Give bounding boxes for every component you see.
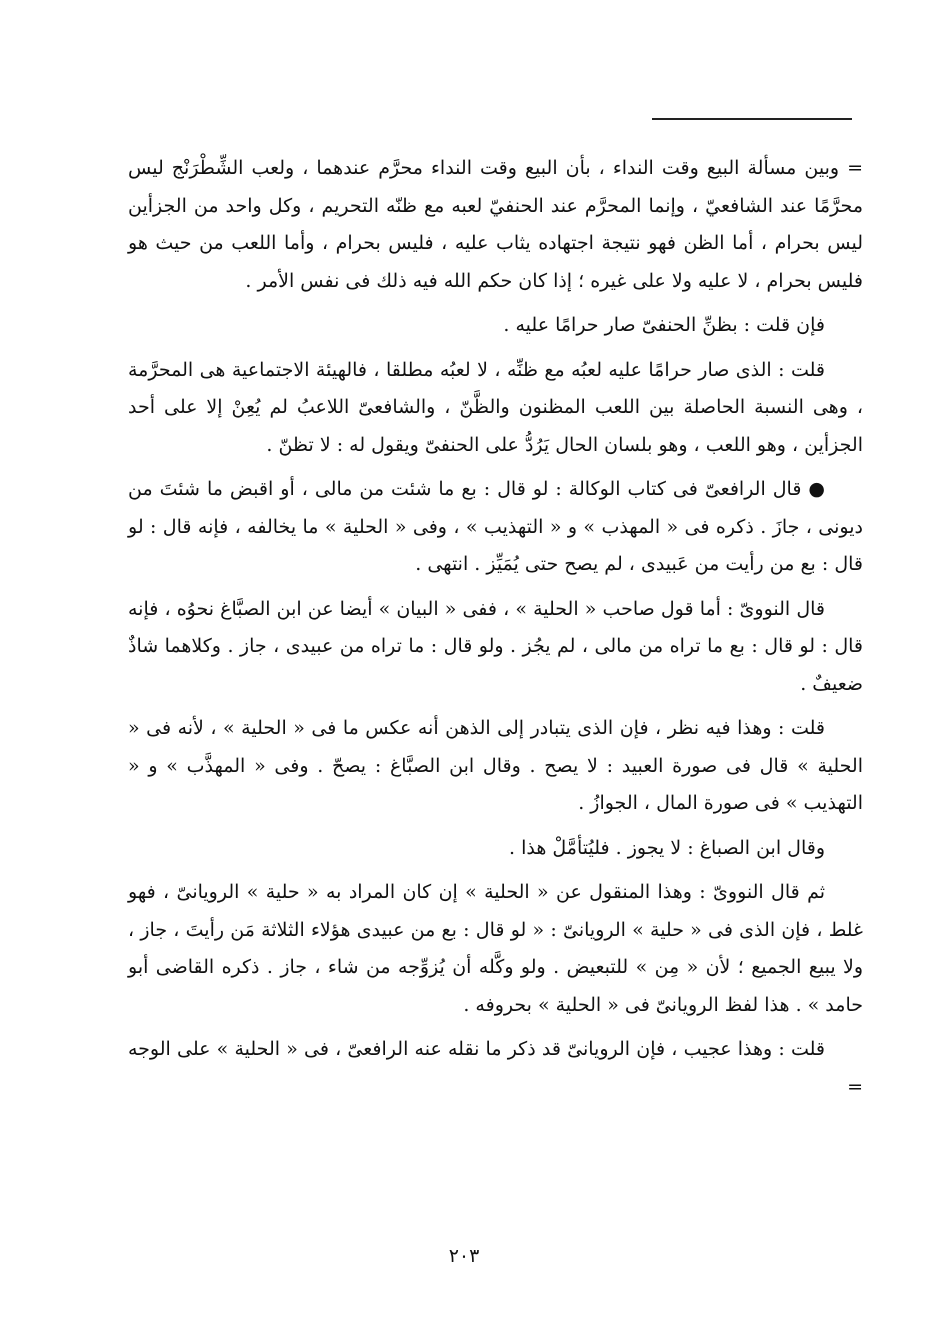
- paragraph-9: [128, 1031, 863, 1106]
- paragraph-text: فإن قلت : بظنِّ الحنفىّ صار حرامًا عليه .: [503, 314, 825, 336]
- top-rule-divider: [652, 118, 852, 120]
- paragraph-text: = وبين مسألة البيع وقت النداء ، بأن البيع وقت النداء محرَّم عندهما ، ولعب الشِّطْرَنْج ليس محرَّمًا عند الشافعيّ ، وإنما المحرَّم عند الحنفيّ لعبه مع ظنّه التحريم ، وكل واحد من الجزأين ليس بحرام ، أما الظن فهو نتيجة اجتهاده يثاب عليه ، فليس بحرام ، وأما اللعب من حيث هو فليس بحرام ، لا عليه ولا على غيره ؛ إذا كان حكم الله فيه ذلك فى نفس الأمر .: [128, 157, 863, 292]
- paragraph-5: [128, 591, 863, 704]
- paragraph-2: [128, 307, 863, 345]
- paragraph-1: [128, 150, 863, 300]
- paragraph-text: قلت : وهذا عجيب ، فإن الرويانىّ قد ذكر ما نقله عنه الرافعىّ ، فى « الحلية » على الوجه =: [128, 1038, 863, 1098]
- main-text: [128, 150, 863, 1113]
- paragraph-6: [128, 710, 863, 823]
- paragraph-text: ● قال الرافعىّ فى كتاب الوكالة : لو قال : بع ما شئت من مالى ، أو اقبض ما شئتَ من ديونى ، جازَ . ذكره فى « المهذب » و « التهذيب » ، وفى « الحلية » ما يخالفه ، فإنه قال : لو قال : بع من رأيت من عَبيدى ، لم يصح حتى يُمَيِّز . انتهى .: [128, 478, 863, 575]
- paragraph-3: [128, 352, 863, 465]
- page-number: ٢٠٣: [448, 1245, 480, 1267]
- paragraph-text: قال النووىّ : أما قول صاحب « الحلية » ، ففى « البيان » أيضا عن ابن الصبَّاغ نحوُه ، فإنه قال : لو قال : بع ما تراه من مالى ، لم يجُز . ولو قال : ما تراه من عبيدى ، جاز . وكلاهما شاذٌ ضعيفٌ .: [128, 597, 863, 695]
- paragraph-text: وقال ابن الصباغ : لا يجوز . فليُتأمَّلْ هذا .: [509, 836, 825, 859]
- paragraph-text: قلت : الذى صار حرامًا عليه لعبُه مع ظنِّه ، لا لعبُه مطلقا ، فالهيئة الاجتماعية هى المحرَّمة ، وهى النسبة الحاصلة بين اللعب المظنون والظَّنّ ، والشافعىّ اللاعبُ لم يُعِنْ إلا على أحد الجزأين ، وهو اللعب ، وهو بلسان الحال يَرُدُّ على الحنفىّ ويقول له : لا تظنّ .: [128, 358, 863, 456]
- paragraph-text: قلت : وهذا فيه نظر ، فإن الذى يتبادر إلى الذهن أنه عكس ما فى « الحلية » ، لأنه فى « الحلية » قال فى صورة العبيد : لا يصح . وقال ابن الصبَّاغ : يصحّ . وفى « المهذَّب » و « التهذيب » فى صورة المال ، الجوازُ .: [128, 717, 863, 814]
- paragraph-8: [128, 874, 863, 1024]
- paragraph-7: [128, 830, 863, 868]
- paragraph-text: ثم قال النووىّ : وهذا المنقول عن « الحلية » إن كان المراد به « حلية » الرويانىّ ، فهو غلط ، فإن الذى فى « حلية » الرويانىّ : « لو قال : بع من عبيدى هؤلاء الثلاثة مَن رأيتَ ، جاز ، ولا يبيع الجميع ؛ لأن « مِن » للتبعيض . ولو وكَّله أن يُزوِّجه من شاء ، جاز . ذكره القاضى أبو حامد » . هذا لفظ الرويانىّ فى « الحلية » بحروفه .: [128, 881, 863, 1016]
- paragraph-4: [128, 471, 863, 584]
